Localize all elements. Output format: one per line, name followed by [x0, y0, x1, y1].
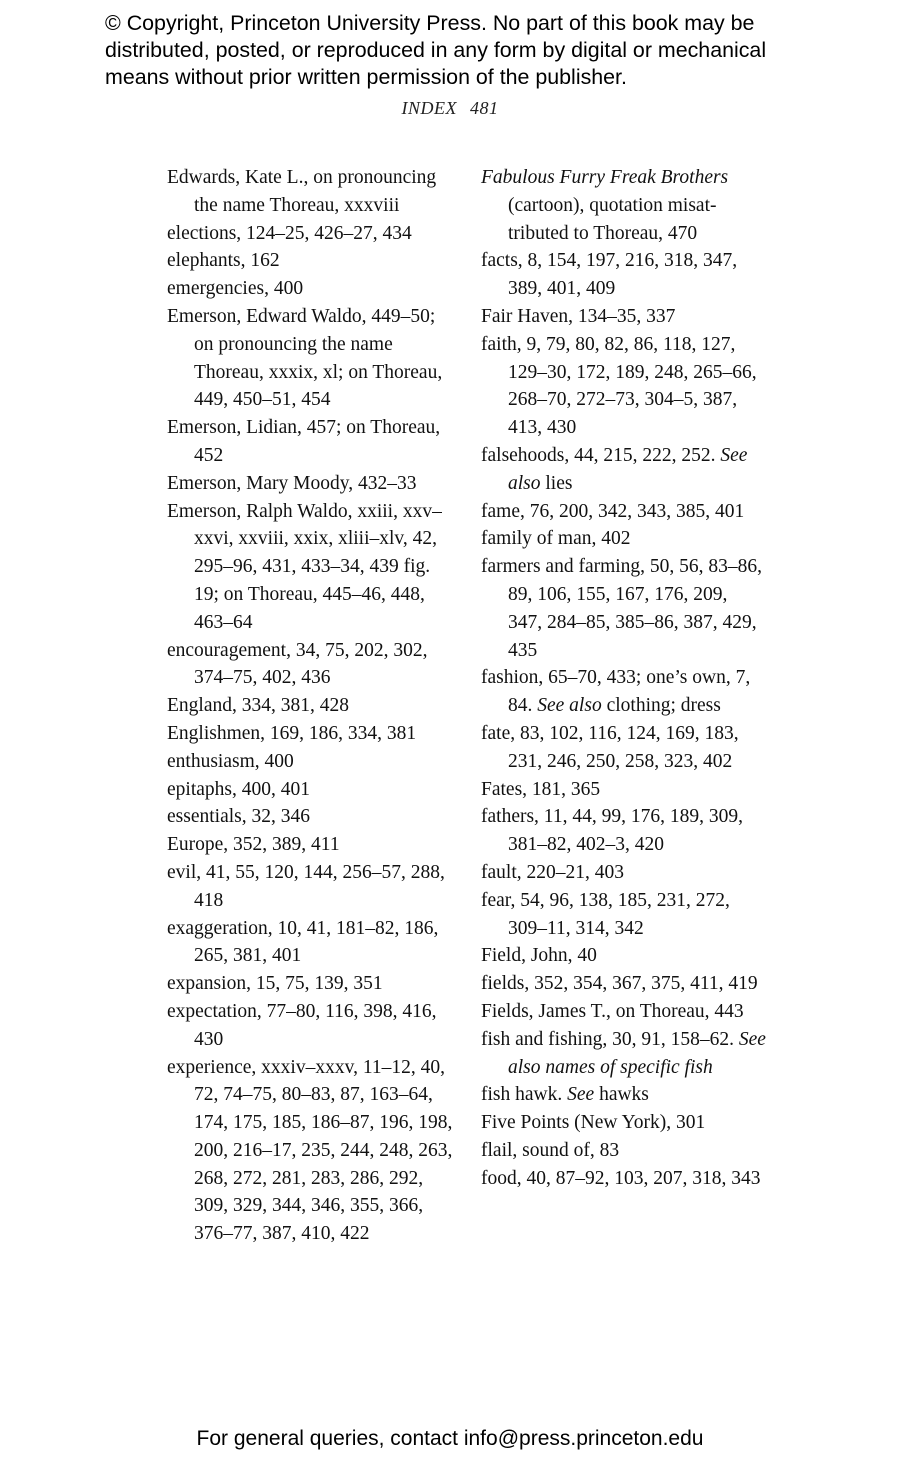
index-entry [481, 1137, 766, 1165]
index-entry-text: Field, John, 40 [481, 945, 597, 967]
index-entry [481, 859, 766, 887]
index-entry [167, 414, 457, 470]
index-entry [481, 247, 766, 303]
index-entry-text: essentials, 32, 346 [167, 806, 310, 828]
index-entry-text: exaggeration, 10, 41, 181–82, 186, 265, 381, 401 [167, 917, 439, 967]
index-entry-text: elections, 124–25, 426–27, 434 [167, 222, 412, 244]
index-entry-text: fields, 352, 354, 367, 375, 411, 419 [481, 973, 758, 995]
index-entry [481, 442, 766, 498]
index-entry-text: fame, 76, 200, 342, 343, 385, 401 [481, 500, 745, 522]
index-entry [481, 525, 766, 553]
index-entry-text: lies [540, 472, 573, 494]
index-entry [167, 1054, 457, 1249]
index-entry-text: fault, 220–21, 403 [481, 861, 624, 883]
index-entry-text: England, 334, 381, 428 [167, 695, 349, 717]
index-entry [167, 776, 457, 804]
index-entry-text: evil, 41, 55, 120, 144, 256–57, 288, 418 [167, 861, 445, 911]
index-entry-text: encouragement, 34, 75, 202, 302, 374–75, 402, 436 [167, 639, 428, 689]
index-entry-italic-text: See also names of specific fish [508, 1028, 766, 1078]
index-entry-text: enthusiasm, 400 [167, 750, 294, 772]
index-entry-italic-text: See also [537, 695, 602, 717]
index-entry [481, 303, 766, 331]
index-entry-text: epitaphs, 400, 401 [167, 778, 310, 800]
index-entry-text: food, 40, 87–92, 103, 207, 318, 343 [481, 1167, 761, 1189]
index-entry [481, 1109, 766, 1137]
index-entry-text: clothing; dress [601, 695, 721, 717]
index-entry-text: flail, sound of, 83 [481, 1139, 620, 1161]
index-entry-text: family of man, 402 [481, 528, 631, 550]
index-entry-text: (cartoon), quotation misattributed to Thoreau, 470 [508, 194, 717, 244]
index-entry-text: fish hawk. [481, 1084, 568, 1106]
index-entry [167, 692, 457, 720]
index-entry-text: Five Points (New York), 301 [481, 1112, 706, 1134]
index-entry-text: Europe, 352, 389, 411 [167, 834, 340, 856]
index-column-left [167, 164, 457, 1248]
page-number: 481 [470, 98, 499, 118]
index-entry [167, 915, 457, 971]
index-entry-text: Fates, 181, 365 [481, 778, 601, 800]
index-entry [481, 1081, 766, 1109]
index-entry [481, 1026, 766, 1082]
index-entry [167, 164, 457, 220]
index-entry [167, 803, 457, 831]
index-entry-text: fathers, 11, 44, 99, 176, 189, 309, 381–82, 402–3, 420 [481, 806, 743, 856]
index-entry [167, 498, 457, 637]
running-head [0, 98, 900, 119]
index-entry [167, 220, 457, 248]
index-entry-text: faith, 9, 79, 80, 82, 86, 118, 127, 129–30, 172, 189, 248, 265–66, 268–70, 272–73, 304–5, 387, 413, 430 [481, 333, 757, 439]
index-entry-italic-text: See also [508, 444, 748, 494]
index-entry [167, 831, 457, 859]
index-entry-text: experience, xxxiv–xxxv, 11–12, 40, 72, 74–75, 80–83, 87, 163–64, 174, 175, 185, 186–87, 196, 198, 200, 216–17, 235, 244, 248, 263, 268, 272, 281, 283, 286, 292, 309, 329, 344, 346, 355, 366, 376–77, 387, 410, 422 [167, 1056, 453, 1245]
index-entry [481, 720, 766, 776]
index-entry [167, 275, 457, 303]
index-entry [481, 553, 766, 664]
index-entry [481, 498, 766, 526]
index-entry [481, 970, 766, 998]
index-entry [481, 664, 766, 720]
index-entry-text: fear, 54, 96, 138, 185, 231, 272, 309–11, 314, 342 [481, 889, 730, 939]
index-entry [167, 748, 457, 776]
index-entry [481, 164, 766, 247]
copyright-notice: © Copyright, Princeton University Press. No part of this book may be distributed, posted, or reproduced in any form by digital or mechanical means without prior written permission of the publisher. [105, 11, 767, 89]
index-entry-italic-text: See [567, 1084, 595, 1106]
index-entry-text: falsehoods, 44, 215, 222, 252. [481, 444, 721, 466]
index-entry [167, 859, 457, 915]
index-entry [167, 247, 457, 275]
index-entry [167, 637, 457, 693]
index-entry-text: hawks [594, 1084, 649, 1106]
index-entry-text: Englishmen, 169, 186, 334, 381 [167, 722, 417, 744]
index-entry-text: expectation, 77–80, 116, 398, 416, 430 [167, 1000, 437, 1050]
index-entry-italic-text: Fabulous Furry Freak Brothers [481, 167, 729, 188]
index-entry-text: expansion, 15, 75, 139, 351 [167, 973, 383, 995]
index-entry-text: Emerson, Lidian, 457; on Thoreau, 452 [167, 417, 441, 466]
index-entry-text: Emerson, Mary Moody, 432–33 [167, 472, 417, 494]
index-entry-text: facts, 8, 154, 197, 216, 318, 347, 389, 401, 409 [481, 250, 738, 300]
index-entry [481, 1165, 766, 1193]
index-entry-text: Fair Haven, 134–35, 337 [481, 305, 676, 327]
index-entry-text: fish and fishing, 30, 91, 158–62. [481, 1028, 739, 1050]
index-entry [167, 720, 457, 748]
index-entry-text: Emerson, Ralph Waldo, xxiii, xxv–xxvi, xxviii, xxix, xliii–xlv, 42, 295–96, 431, 433–34, 439 fig. 19; on Thoreau, 445–46, 448, 463–64 [167, 500, 442, 633]
index-entry-text: fate, 83, 102, 116, 124, 169, 183, 231, 246, 250, 258, 323, 402 [481, 722, 739, 772]
index-entry [167, 303, 457, 414]
footer-contact: For general queries, contact info@press.princeton.edu [196, 1427, 704, 1450]
index-entry [481, 887, 766, 943]
index-entry-text: farmers and farming, 50, 56, 83–86, 89, 106, 155, 167, 176, 209, 347, 284–85, 385–86, 387, 429, 435 [481, 556, 763, 661]
index-entry-text: fashion, 65–70, 433; one’s own, 7, 84. [481, 667, 751, 717]
index-entry [481, 776, 766, 804]
index-entry [481, 331, 766, 442]
index-entry [167, 470, 457, 498]
index-entry-text: elephants, 162 [167, 250, 280, 272]
index-entry-text: Edwards, Kate L., on pronouncing the name Thoreau, xxxviii [167, 167, 437, 216]
running-head-section: INDEX [401, 98, 457, 118]
index-entry [167, 998, 457, 1054]
index-entry-text: emergencies, 400 [167, 278, 304, 300]
index-entry-text: Fields, James T., on Thoreau, 443 [481, 1000, 744, 1022]
index-entry [481, 942, 766, 970]
index-entry [481, 998, 766, 1026]
index-entry-text: Emerson, Edward Waldo, 449–50; on pronouncing the name Thoreau, xxxix, xl; on Thoreau, 449, 450–51, 454 [167, 305, 443, 411]
index-entry [481, 803, 766, 859]
index-column-right [481, 164, 766, 1192]
index-entry [167, 970, 457, 998]
